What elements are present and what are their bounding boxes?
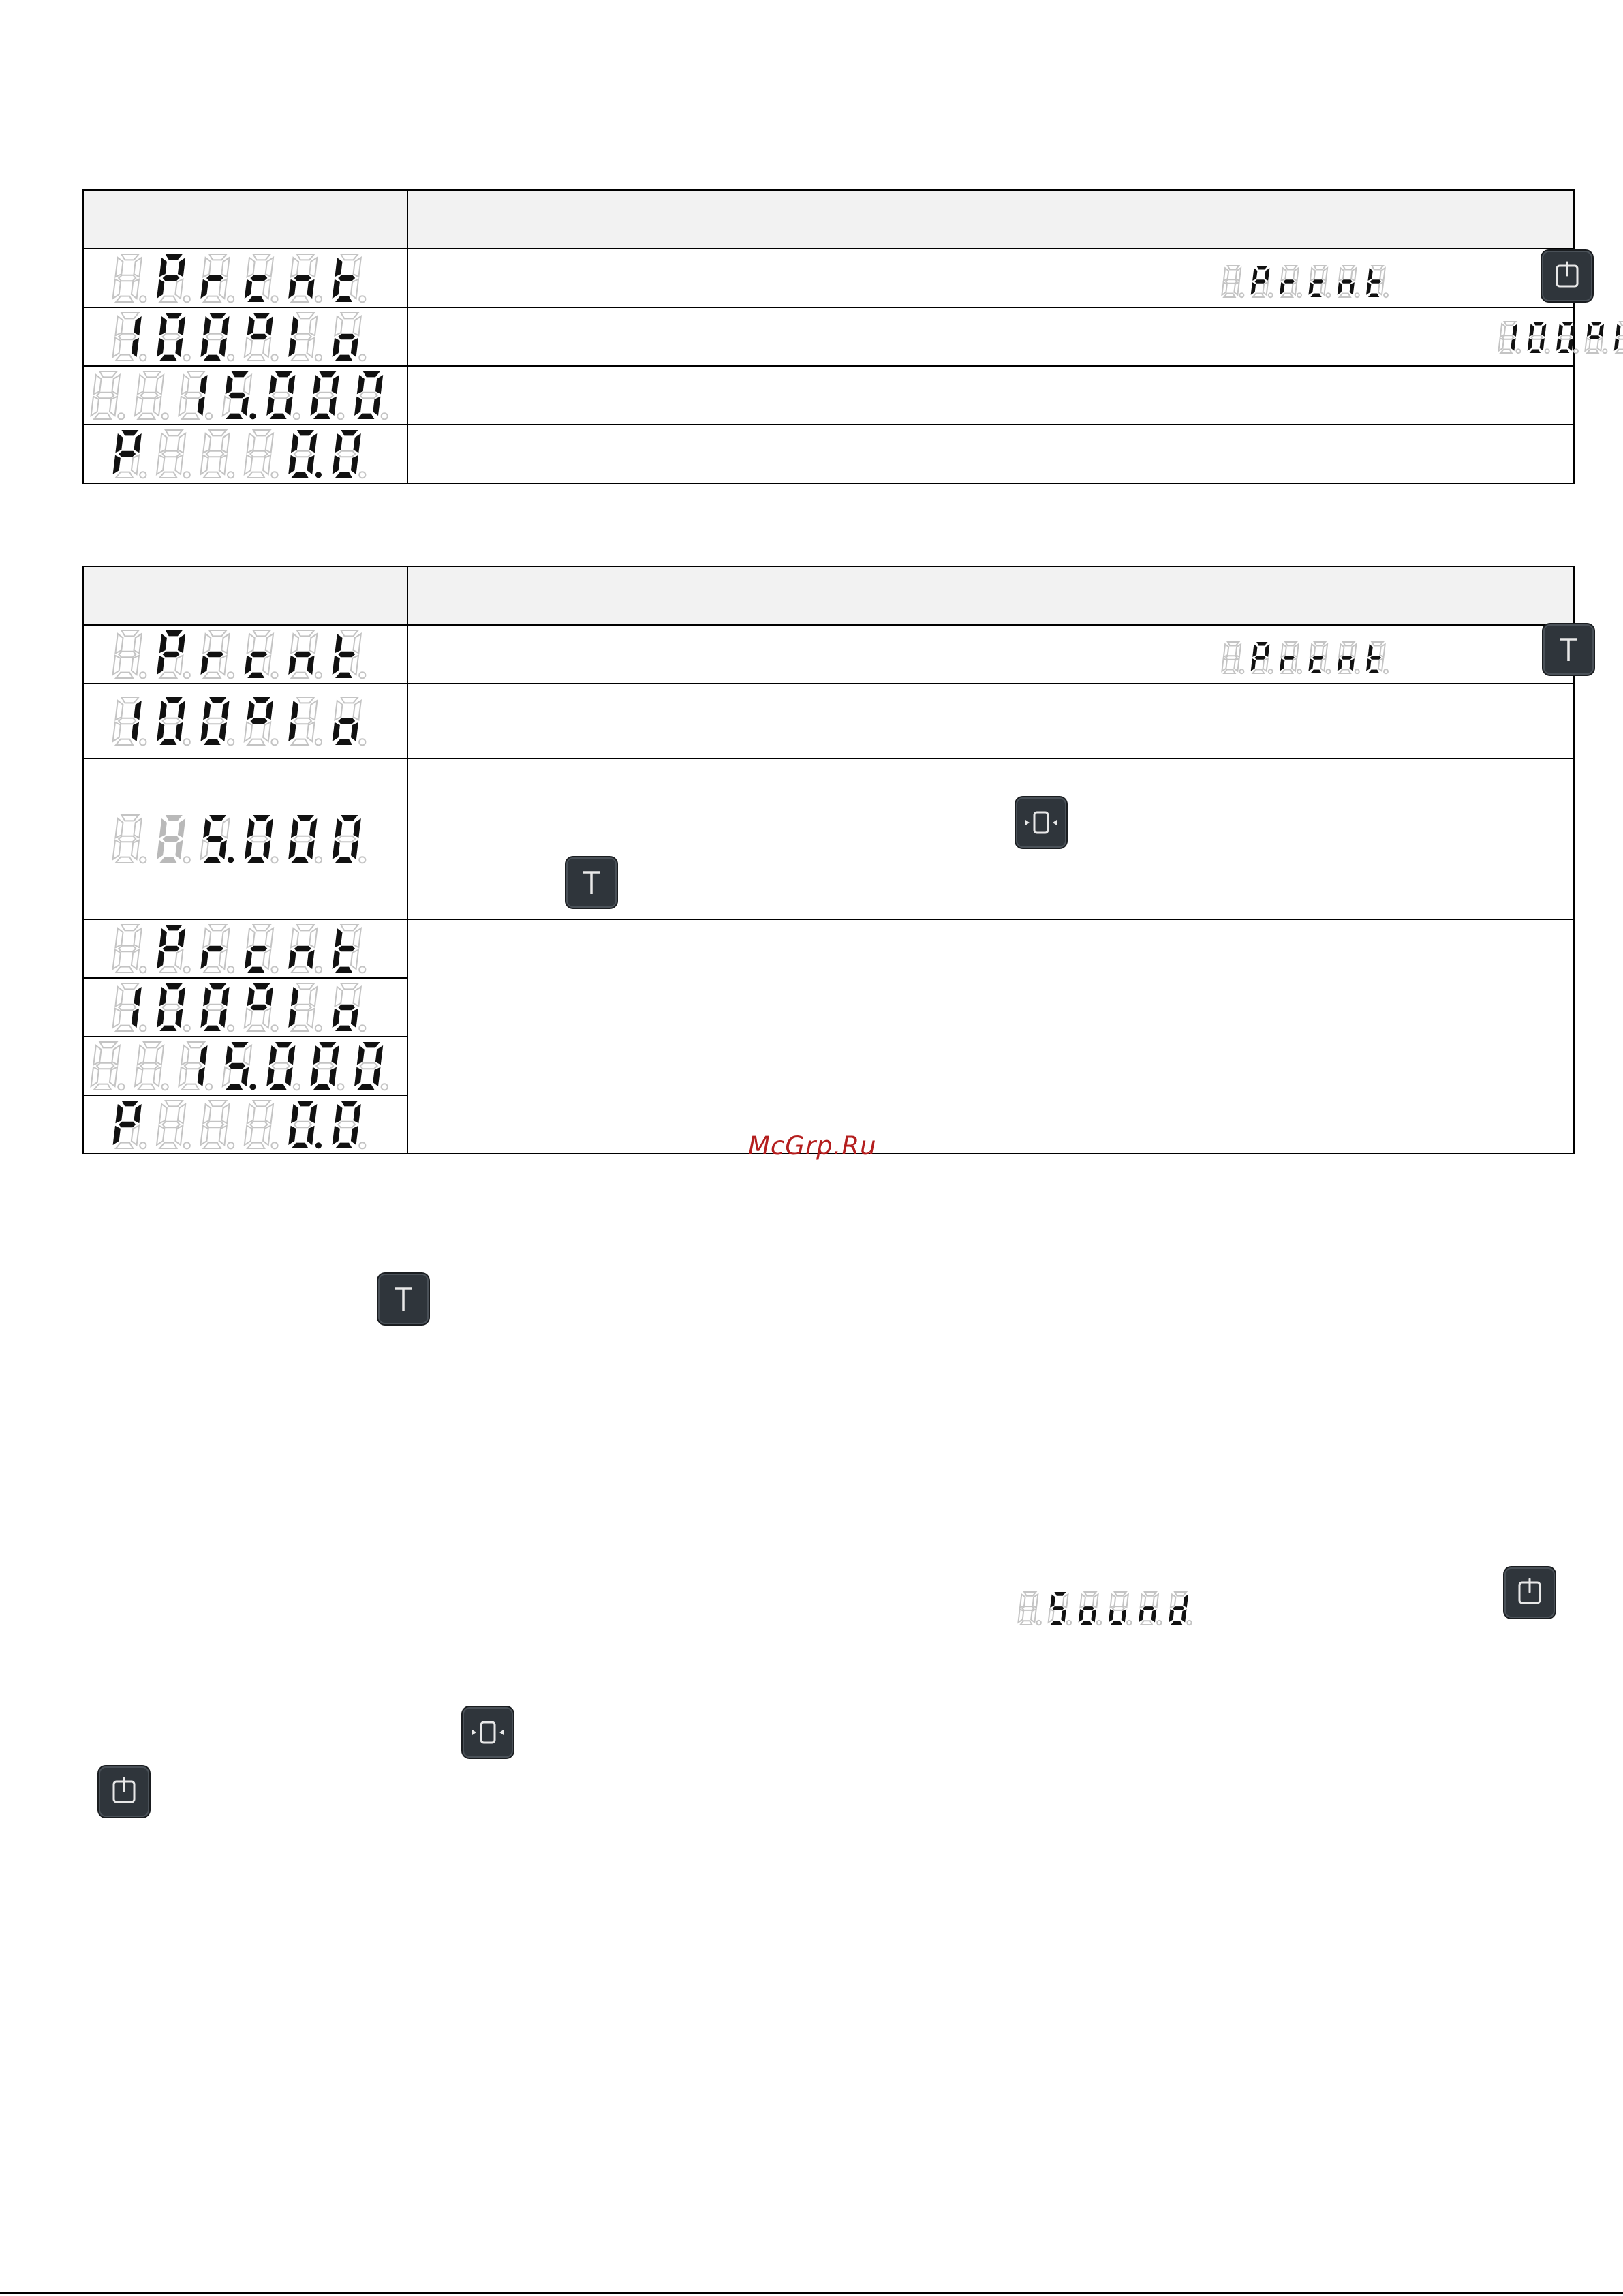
seven-seg-digit	[135, 1042, 168, 1090]
seven-seg-digit	[1280, 266, 1301, 297]
seven-seg-digit	[354, 371, 388, 419]
seven-seg-digit	[179, 1042, 212, 1090]
seven-seg-digit	[244, 254, 277, 302]
seven-seg-digit	[157, 254, 190, 302]
seven-seg-digit	[1018, 1592, 1041, 1625]
seven-seg-digit	[1366, 266, 1388, 297]
seven-seg-digit	[1222, 642, 1243, 673]
seven-seg-digit	[288, 1101, 322, 1148]
seven-seg-digit	[112, 254, 146, 302]
seven-seg-display	[111, 429, 380, 479]
table-2-cell-display	[83, 1037, 407, 1095]
table-2-cell-display	[83, 978, 407, 1037]
inline-seg-sound	[1017, 1591, 1201, 1626]
table-1-cell-display	[83, 425, 407, 483]
seven-seg-digit	[157, 925, 190, 973]
seven-seg-digit	[332, 1101, 365, 1148]
table-2-header-description	[407, 566, 1574, 625]
seven-seg-digit	[244, 983, 277, 1031]
watermark: McGrp.Ru	[748, 1131, 877, 1161]
seven-seg-digit	[288, 430, 322, 478]
seven-seg-digit	[157, 313, 190, 361]
seven-seg-digit	[112, 430, 146, 478]
seven-seg-digit	[157, 815, 190, 863]
table-2-cell-description	[407, 625, 1574, 684]
seven-seg-digit	[1338, 642, 1359, 673]
seven-seg-digit	[112, 697, 146, 745]
table-1-cell-display	[83, 249, 407, 307]
seven-seg-display	[111, 696, 380, 746]
table-2-cell-display	[83, 919, 407, 978]
seven-seg-digit	[1585, 322, 1607, 353]
table-1-cell-description	[407, 366, 1574, 425]
seven-seg-digit	[266, 371, 300, 419]
seven-seg-digit	[1308, 266, 1330, 297]
seven-seg-digit	[200, 1101, 234, 1148]
seven-seg-display	[89, 1041, 402, 1091]
seven-seg-digit	[1528, 322, 1549, 353]
seven-seg-digit	[91, 1042, 124, 1090]
seven-seg-digit	[244, 313, 277, 361]
seven-seg-digit	[200, 313, 234, 361]
seven-seg-digit	[112, 630, 146, 678]
seven-seg-digit	[310, 371, 343, 419]
table-2-cell-description-merged	[407, 919, 1574, 1154]
seven-seg-digit	[157, 430, 190, 478]
seven-seg-digit	[332, 925, 365, 973]
power-key-icon	[1504, 1567, 1555, 1618]
tare-key-icon	[566, 857, 617, 908]
seven-seg-digit	[179, 371, 212, 419]
inline-seg-display	[1220, 641, 1397, 675]
seven-seg-digit	[266, 1042, 300, 1090]
seven-seg-digit	[1251, 266, 1273, 297]
seven-seg-digit	[1079, 1592, 1102, 1625]
seven-seg-digit	[91, 371, 124, 419]
seven-seg-display	[111, 1099, 380, 1150]
seven-seg-digit	[222, 1042, 256, 1090]
seven-seg-digit	[112, 983, 146, 1031]
seven-seg-digit	[288, 254, 322, 302]
seven-seg-display	[111, 814, 380, 864]
table-2-cell-display	[83, 759, 407, 919]
table-2-header-display	[83, 566, 407, 625]
seven-seg-digit	[288, 983, 322, 1031]
power-key-icon	[1542, 251, 1592, 301]
seven-seg-digit	[157, 983, 190, 1031]
seven-seg-digit	[1338, 266, 1359, 297]
table-2-cell-description	[407, 684, 1574, 759]
seven-seg-digit	[288, 313, 322, 361]
power-key-icon	[99, 1766, 149, 1817]
seven-seg-display	[111, 311, 380, 362]
seven-seg-digit	[288, 815, 322, 863]
seven-seg-digit	[332, 815, 365, 863]
table-1-cell-display	[83, 366, 407, 425]
seven-seg-digit	[1498, 322, 1520, 353]
seven-seg-digit	[244, 697, 277, 745]
seven-seg-digit	[135, 371, 168, 419]
seven-seg-digit	[112, 815, 146, 863]
tare-key-icon	[378, 1274, 429, 1324]
table-1	[82, 189, 1575, 484]
seven-seg-digit	[1614, 322, 1623, 353]
seven-seg-digit	[222, 371, 256, 419]
seven-seg-display	[111, 923, 380, 974]
seven-seg-digit	[1308, 642, 1330, 673]
seven-seg-digit	[332, 697, 365, 745]
seven-seg-digit	[1556, 322, 1578, 353]
table-1-header-description	[407, 190, 1574, 249]
tare-key-icon	[1543, 624, 1594, 675]
seven-seg-digit	[200, 697, 234, 745]
seven-seg-display	[111, 253, 380, 303]
seven-seg-digit	[1222, 266, 1243, 297]
table-1-cell-description	[407, 425, 1574, 483]
seven-seg-digit	[288, 925, 322, 973]
seven-seg-digit	[288, 697, 322, 745]
seven-seg-digit	[1049, 1592, 1072, 1625]
seven-seg-digit	[157, 697, 190, 745]
table-2-cell-description	[407, 759, 1574, 919]
seven-seg-digit	[200, 815, 234, 863]
seven-seg-digit	[1280, 642, 1301, 673]
inline-seg-display	[1220, 264, 1397, 299]
mode-key-icon	[463, 1707, 513, 1758]
table-1-header-display	[83, 190, 407, 249]
seven-seg-digit	[200, 983, 234, 1031]
seven-seg-digit	[244, 925, 277, 973]
footer-rule	[0, 2292, 1623, 2294]
seven-seg-digit	[244, 430, 277, 478]
seven-seg-digit	[244, 815, 277, 863]
seven-seg-digit	[332, 983, 365, 1031]
seven-seg-digit	[332, 254, 365, 302]
table-2-cell-display	[83, 1095, 407, 1154]
seven-seg-digit	[112, 1101, 146, 1148]
seven-seg-digit	[200, 630, 234, 678]
seven-seg-display	[89, 370, 402, 420]
table-1-cell-description	[407, 249, 1574, 307]
seven-seg-digit	[112, 925, 146, 973]
seven-seg-display	[111, 629, 380, 679]
seven-seg-digit	[112, 313, 146, 361]
mode-key-icon	[1016, 797, 1066, 848]
seven-seg-digit	[332, 630, 365, 678]
seven-seg-digit	[1109, 1592, 1132, 1625]
seven-seg-digit	[157, 1101, 190, 1148]
seven-seg-digit	[332, 430, 365, 478]
seven-seg-digit	[244, 1101, 277, 1148]
seven-seg-digit	[1251, 642, 1273, 673]
table-2-cell-display	[83, 625, 407, 684]
seven-seg-digit	[200, 430, 234, 478]
seven-seg-digit	[1366, 642, 1388, 673]
seven-seg-digit	[1139, 1592, 1162, 1625]
seven-seg-digit	[354, 1042, 388, 1090]
seven-seg-digit	[288, 630, 322, 678]
table-2	[82, 566, 1575, 1154]
table-1-cell-description	[407, 307, 1574, 366]
table-2-cell-display	[83, 684, 407, 759]
seven-seg-digit	[244, 630, 277, 678]
inline-seg-display	[1497, 320, 1623, 354]
seven-seg-digit	[310, 1042, 343, 1090]
seven-seg-digit	[157, 630, 190, 678]
table-1-cell-display	[83, 307, 407, 366]
seven-seg-display	[111, 982, 380, 1032]
seven-seg-digit	[200, 925, 234, 973]
seven-seg-digit	[200, 254, 234, 302]
seven-seg-digit	[332, 313, 365, 361]
seven-seg-digit	[1169, 1592, 1192, 1625]
